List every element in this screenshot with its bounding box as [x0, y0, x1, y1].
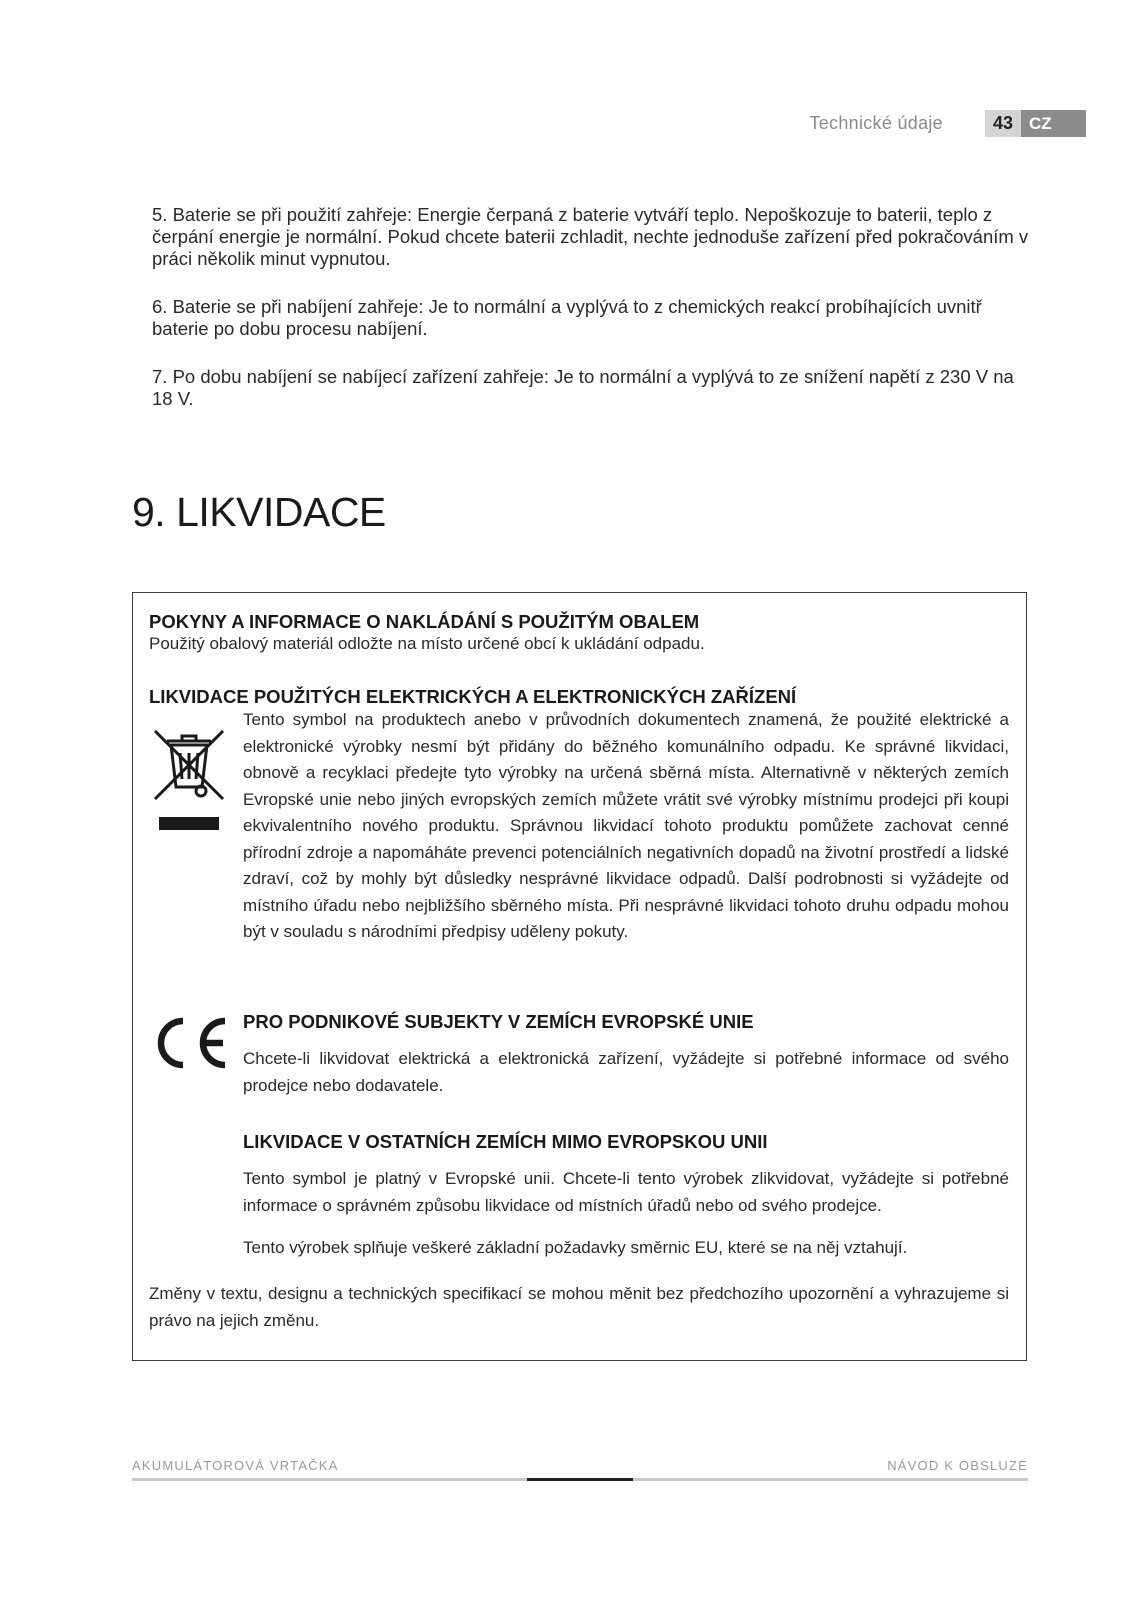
- packaging-heading: POKYNY A INFORMACE O NAKLÁDÁNÍ S POUŽITÝM OBALEM: [149, 611, 700, 632]
- crossed-out-wheelie-bin-icon: [151, 725, 227, 845]
- running-header-section: Technické údaje: [809, 113, 943, 133]
- footer-divider-left: [132, 1478, 527, 1481]
- disposal-info-box: [132, 592, 1027, 1361]
- language-tag: CZ: [1021, 110, 1086, 137]
- footer-document-type: NÁVOD K OBSLUZE: [887, 1458, 1028, 1473]
- outside-eu-text: Tento symbol je platný v Evropské unii. Chcete-li tento výrobek zlikvidovat, vyžádejte si potřebné informace o správném způsobu likvidace od místních úřadů nebo od svého prodejce.: [243, 1169, 1009, 1215]
- paragraph-6: 6. Baterie se při nabíjení zahřeje: Je to normální a vyplývá to z chemických reakcí probíhajících uvnitř baterie po dobu procesu nabíjení.: [152, 296, 982, 339]
- business-heading: PRO PODNIKOVÉ SUBJEKTY V ZEMÍCH EVROPSKÉ UNIE: [243, 1011, 754, 1032]
- business-text: Chcete-li likvidovat elektrická a elektronická zařízení, vyžádejte si potřebné informace od svého prodejce nebo dodavatele.: [243, 1049, 1009, 1095]
- intro-paragraphs: [152, 204, 1032, 436]
- footer-divider-accent: [527, 1478, 633, 1481]
- compliance-text: Tento výrobek splňuje veškeré základní požadavky směrnic EU, které se na něj vztahují.: [243, 1238, 908, 1257]
- section-title: 9. LIKVIDACE: [132, 489, 386, 535]
- footer-product-name: AKUMULÁTOROVÁ VRTAČKA: [132, 1458, 339, 1473]
- page-number: 43: [985, 110, 1021, 137]
- ce-mark-icon: [149, 1013, 229, 1073]
- paragraph-7: 7. Po dobu nabíjení se nabíjecí zařízení zahřeje: Je to normální a vyplývá to ze snížení napětí z 230 V na 18 V.: [152, 366, 1014, 409]
- footer-divider-right: [633, 1478, 1028, 1481]
- weee-text: Tento symbol na produktech anebo v průvodních dokumentech znamená, že použité elektrické a elektronické výrobky nesmí být přidány do běžného komunálního odpadu. Ke správné likvidaci, obnově a recyklaci předejte tyto výrobky na určená sběrná místa. Alternativně v některých zemích Evropské unie nebo jiných evropských zemích můžete vrátit své výrobky místnímu prodejci při koupi ekvivalentního nového produktu. Správnou likvidací tohoto produktu pomůžete zachovat cenné přírodní zdroje a napomáháte prevenci potenciálních negativních dopadů na životní prostředí a lidské zdraví, což by mohly být důsledky nesprávné likvidace odpadů. Další podrobnosti si vyžádejte od místního úřadu nebo nejbližšího sběrného místa. Při nesprávné likvidaci tohoto druhu odpadu mohou být v souladu s národními předpisy uděleny pokuty.: [243, 710, 1009, 941]
- weee-heading: LIKVIDACE POUŽITÝCH ELEKTRICKÝCH A ELEKTRONICKÝCH ZAŘÍZENÍ: [149, 686, 797, 707]
- outside-eu-heading: LIKVIDACE V OSTATNÍCH ZEMÍCH MIMO EVROPSKOU UNII: [243, 1131, 768, 1152]
- packaging-text: Použitý obalový materiál odložte na místo určené obcí k ukládání odpadu.: [149, 634, 705, 653]
- paragraph-5: 5. Baterie se při použití zahřeje: Energie čerpaná z baterie vytváří teplo. Nepoškozuje to baterii, teplo z čerpání energie je normální. Pokud chcete baterii zchladit, nechte jednoduše zařízení před pokračováním v práci několik minut vypnutou.: [152, 204, 1029, 269]
- changes-disclaimer: Změny v textu, designu a technických specifikací se mohou měnit bez předchozího upozornění a vyhrazujeme si právo na jejich změnu.: [149, 1284, 1009, 1330]
